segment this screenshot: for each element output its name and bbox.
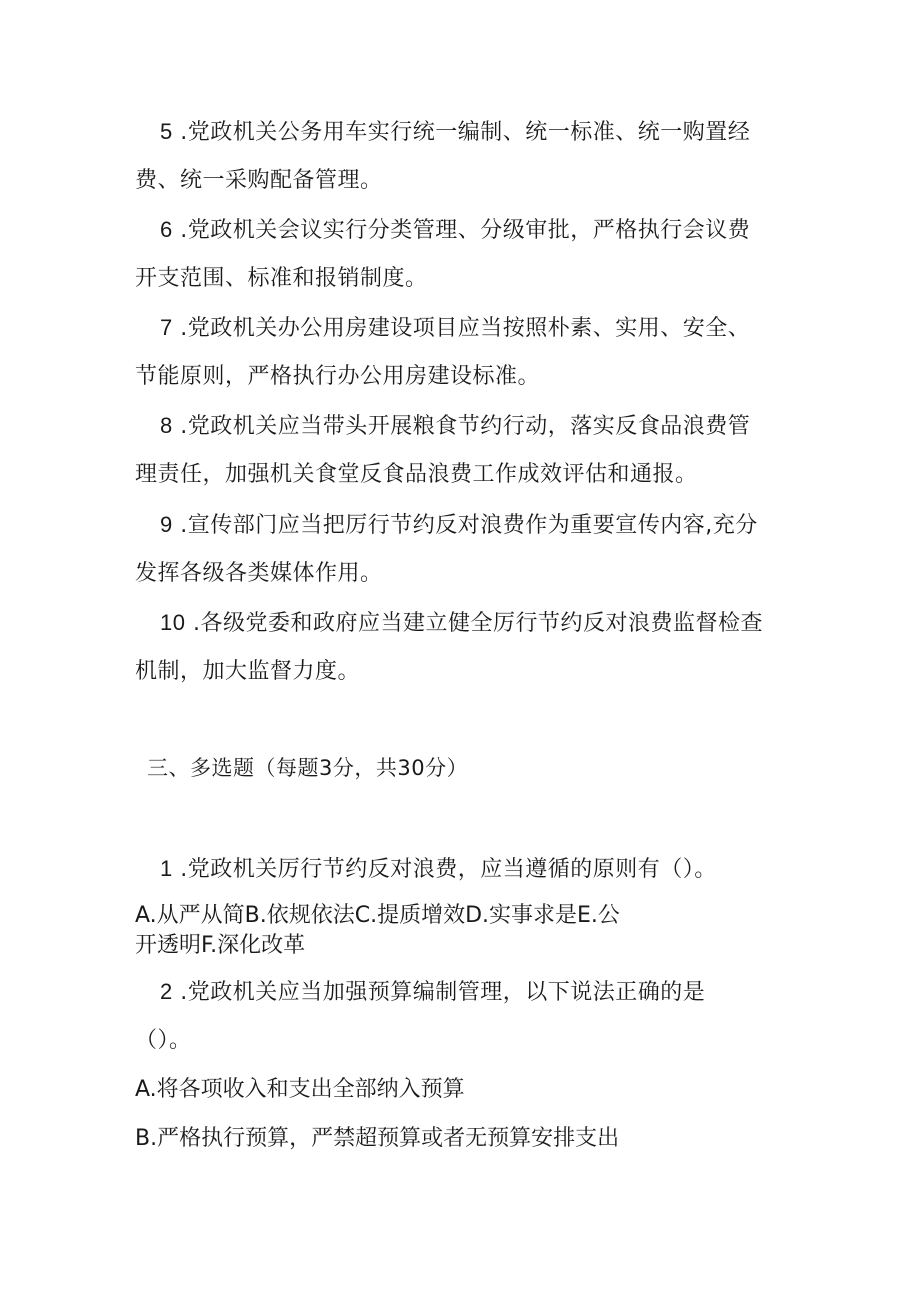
mc-question-2-line-2: （）。: [135, 1028, 192, 1053]
question-7-line-1: [160, 313, 750, 344]
question-10-line-1: [160, 608, 763, 639]
mc-question-2-option-a: A.将各项收入和支出全部纳入预算: [135, 1077, 465, 1102]
question-number: 8: [160, 413, 173, 438]
question-number: 7: [160, 315, 173, 340]
question-9-line-1: [160, 510, 758, 541]
question-number: 5: [160, 119, 173, 144]
section-heading: 三、多选题（每题3分，共30分）: [147, 756, 469, 780]
question-text: .党政机关公务用车实行统一编制、统一标准、统一购置经: [180, 120, 751, 145]
question-number: 1: [160, 856, 173, 881]
question-9-line-2: 发挥各级各类媒体作用。: [135, 561, 383, 586]
mc-question-1-line-1: [160, 854, 717, 885]
question-6-line-1: [160, 215, 750, 246]
question-7-line-2: 节能原则，严格执行办公用房建设标准。: [135, 364, 541, 389]
question-number: 6: [160, 217, 173, 242]
question-number: 2: [160, 979, 173, 1004]
question-5-line-1: [160, 117, 750, 148]
question-6-line-2: 开支范围、标准和报销制度。: [135, 266, 428, 291]
mc-question-2-option-b: B.严格执行预算，严禁超预算或者无预算安排支出: [135, 1126, 620, 1151]
question-10-line-2: 机制，加大监督力度。: [135, 659, 361, 684]
question-text: .党政机关厉行节约反对浪费，应当遵循的原则有（）。: [180, 857, 717, 882]
mc-question-2-line-1: [160, 977, 705, 1008]
question-8-line-2: 理责任，加强机关食堂反食品浪费工作成效评估和通报。: [135, 462, 698, 487]
question-text: .党政机关办公用房建设项目应当按照朴素、实用、安全、: [180, 316, 751, 341]
question-text: .宣传部门应当把厉行节约反对浪费作为重要宣传内容,充分: [180, 513, 758, 538]
mc-question-1-options-line-1: A.从严从简B.依规依法C.提质增效D.实事求是E.公: [135, 903, 620, 928]
question-text: .各级党委和政府应当建立健全厉行节约反对浪费监督检查: [192, 611, 763, 636]
question-number: 9: [160, 512, 173, 537]
question-text: .党政机关应当加强预算编制管理，以下说法正确的是: [180, 980, 706, 1005]
question-number: 10: [160, 610, 186, 635]
question-8-line-1: [160, 411, 750, 442]
mc-question-1-options-line-2: 开透明F.深化改革: [135, 933, 306, 958]
question-5-line-2: 费、统一采购配备管理。: [135, 168, 383, 193]
question-text: .党政机关会议实行分类管理、分级审批，严格执行会议费: [180, 218, 751, 243]
question-text: .党政机关应当带头开展粮食节约行动，落实反食品浪费管: [180, 414, 751, 439]
